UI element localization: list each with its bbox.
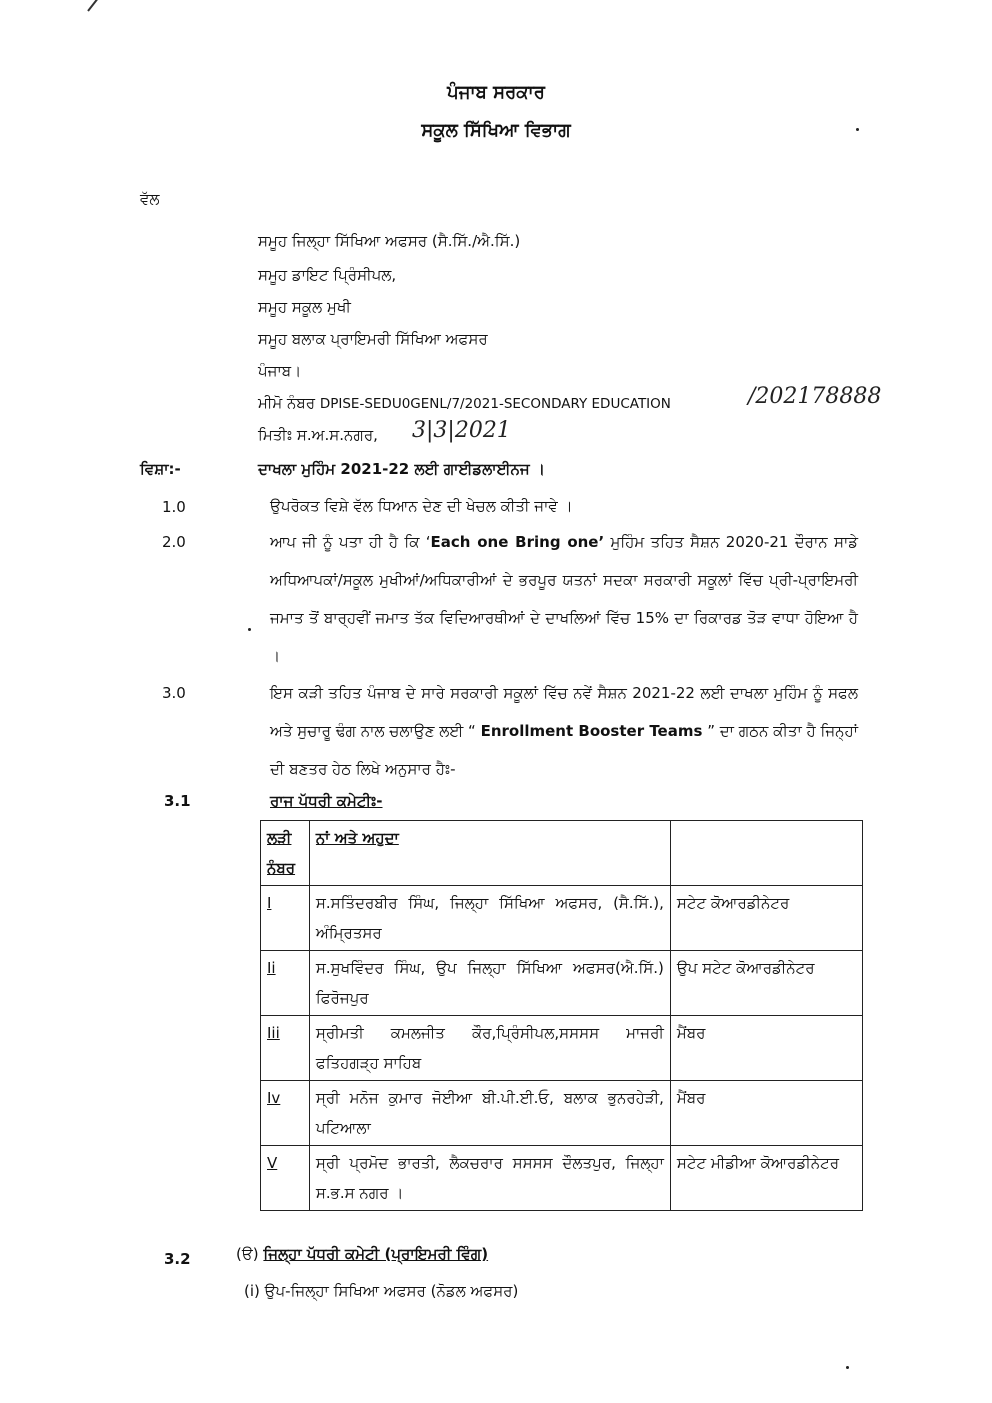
memo-label: ਮੀਮੋ ਨੰਬਰ — [258, 394, 316, 412]
section-prefix: (ੳ) — [236, 1245, 259, 1263]
state-committee-table — [260, 820, 863, 1211]
memo-line — [258, 394, 671, 412]
serial-cell: Iv — [261, 1081, 310, 1146]
table-row — [261, 1016, 863, 1081]
list-item: (i) ਉਪ-ਜਿਲ੍ਹਾ ਸਿਖਿਆ ਅਫਸਰ (ਨੋਡਲ ਅਫਸਰ) — [244, 1282, 519, 1300]
paragraph-3: ਇਸ ਕੜੀ ਤਹਿਤ ਪੰਜਾਬ ਦੇ ਸਾਰੇ ਸਰਕਾਰੀ ਸਕੂਲਾਂ ਵਿੱਚ ਨਵੇਂ ਸੈਸ਼ਨ 2021-22 ਲਈ ਦਾਖਲਾ ਮੁਹਿੰਮ ਨੂੰ ਸਫਲ ਅਤੇ ਸੁਚਾਰੂ ਢੰਗ ਨਾਲ ਚਲਾਉਣ ਲਈ “ Enrollment Booster Teams ” ਦਾ ਗਠਨ ਕੀਤਾ ਹੈ ਜਿਨ੍ਹਾਂ ਦੀ ਬਣਤਰ ਹੇਠ ਲਿਖੇ ਅਨੁਸਾਰ ਹੈਃ- — [270, 684, 858, 778]
pen-scratch-mark — [87, 0, 113, 12]
government-title: ਪੰਜਾਬ ਸਰਕਾਰ — [447, 82, 545, 103]
handwritten-date: 3|3|2021 — [412, 418, 511, 443]
header-cell-name: ਨਾਂ ਅਤੇ ਅਹੁਦਾ — [309, 821, 670, 886]
name-cell: ਸ.ਸੁਖਵਿੰਦਰ ਸਿੰਘ, ਉਪ ਜਿਲ੍ਹਾ ਸਿੱਖਿਆ ਅਫਸਰ(ਐ.ਸਿੱ.) ਫਿਰੋਜਪੁਰ — [309, 951, 670, 1016]
section-number: 3.1 — [164, 792, 191, 810]
recipient-line: ਸਮੂਹ ਸਕੂਲ ਮੁਖੀ — [258, 298, 351, 316]
stray-dot — [248, 628, 251, 631]
to-label: ਵੱਲ — [140, 190, 160, 208]
role-cell: ਉਪ ਸਟੇਟ ਕੋਆਰਡੀਨੇਟਰ — [670, 951, 862, 1016]
serial-cell: V — [261, 1146, 310, 1211]
recipient-line: ਸਮੂਹ ਬਲਾਕ ਪ੍ਰਾਇਮਰੀ ਸਿੱਖਿਆ ਅਫਸਰ — [258, 330, 488, 348]
paragraph-number: 1.0 — [162, 498, 186, 516]
subject-text: ਦਾਖਲਾ ਮੁਹਿੰਮ 2021-22 ਲਈ ਗਾਈਡਲਾਈਨਜ । — [258, 460, 545, 478]
handwritten-memo-number: /202178888 — [748, 384, 882, 409]
bold-phrase: Each one Bring one’ — [430, 533, 605, 551]
serial-cell: Iii — [261, 1016, 310, 1081]
subject-label: ਵਿਸ਼ਾ:- — [140, 460, 181, 478]
table-header-row — [261, 821, 863, 886]
header-cell-serial: ਲੜੀ ਨੰਬਰ — [261, 821, 310, 886]
table-row — [261, 1146, 863, 1211]
section-title: ਰਾਜ ਪੱਧਰੀ ਕਮੇਟੀਃ- — [270, 792, 383, 810]
memo-number: DPISE-SEDU0GENL/7/2021-SECONDARY EDUCATION — [319, 396, 671, 412]
table-row — [261, 886, 863, 951]
recipient-line: ਪੰਜਾਬ। — [258, 362, 302, 380]
bold-phrase: Enrollment Booster Teams — [480, 722, 703, 740]
paragraph-2: ਆਪ ਜੀ ਨੂੰ ਪਤਾ ਹੀ ਹੈ ਕਿ ‘Each one Bring one’ ਮੁਹਿੰਮ ਤਹਿਤ ਸੈਸ਼ਨ 2020-21 ਦੌਰਾਨ ਸਾਡੇ ਅਧਿਆਪਕਾਂ/ਸਕੂਲ ਮੁਖੀਆਂ/ਅਧਿਕਾਰੀਆਂ ਦੇ ਭਰਪੂਰ ਯਤਨਾਂ ਸਦਕਾ ਸਰਕਾਰੀ ਸਕੂਲਾਂ ਵਿੱਚ ਪ੍ਰੀ-ਪ੍ਰਾਇਮਰੀ ਜਮਾਤ ਤੋਂ ਬਾਰ੍ਹਵੀਂ ਜਮਾਤ ਤੱਕ ਵਿਦਿਆਰਥੀਆਂ ਦੇ ਦਾਖਲਿਆਂ ਵਿੱਚ 15% ਦਾ ਰਿਕਾਰਡ ਤੋੜ ਵਾਧਾ ਹੋਇਆ ਹੈ । — [270, 533, 858, 665]
name-cell: ਸ.ਸਤਿੰਦਰਬੀਰ ਸਿੰਘ, ਜਿਲ੍ਹਾ ਸਿੱਖਿਆ ਅਫਸਰ, (ਸੈ.ਸਿੱ.), ਅੰਮ੍ਰਿਤਸਰ — [309, 886, 670, 951]
paragraph-number: 2.0 — [162, 533, 186, 551]
serial-cell: Ii — [261, 951, 310, 1016]
role-cell: ਮੈਂਬਰ — [670, 1081, 862, 1146]
stray-dot — [846, 1366, 849, 1369]
role-cell: ਸਟੇਟ ਮੀਡੀਆ ਕੋਆਰਡੀਨੇਟਰ — [670, 1146, 862, 1211]
paragraph-number: 3.0 — [162, 684, 186, 702]
department-title: ਸਕੂਲ ਸਿੱਖਿਆ ਵਿਭਾਗ — [421, 120, 571, 141]
header-cell-role — [670, 821, 862, 886]
name-cell: ਸ੍ਰੀ ਪ੍ਰਮੋਦ ਭਾਰਤੀ, ਲੈਕਚਰਾਰ ਸਸਸਸ ਦੌਲਤਪੁਰ, ਜਿਲ੍ਹਾ ਸ.ਭ.ਸ ਨਗਰ । — [309, 1146, 670, 1211]
name-cell: ਸ੍ਰੀ ਮਨੋਜ ਕੁਮਾਰ ਜੋਈਆ ਬੀ.ਪੀ.ਈ.ਓ, ਬਲਾਕ ਭੁਨਰਹੇੜੀ, ਪਟਿਆਲਾ — [309, 1081, 670, 1146]
date-label: ਮਿਤੀਃ ਸ.ਅ.ਸ.ਨਗਰ, — [258, 426, 378, 444]
section-heading — [236, 1245, 488, 1263]
section-number: 3.2 — [164, 1250, 191, 1268]
role-cell: ਸਟੇਟ ਕੋਆਰਡੀਨੇਟਰ — [670, 886, 862, 951]
name-cell: ਸ੍ਰੀਮਤੀ ਕਮਲਜੀਤ ਕੌਰ,ਪ੍ਰਿੰਸੀਪਲ,ਸਸਸਸ ਮਾਜਰੀ ਫਤਿਹਗੜ੍ਹ ਸਾਹਿਬ — [309, 1016, 670, 1081]
recipient-line: ਸਮੂਹ ਡਾਇਟ ਪ੍ਰਿੰਸੀਪਲ, — [258, 266, 397, 284]
role-cell: ਮੈਂਬਰ — [670, 1016, 862, 1081]
table-row — [261, 951, 863, 1016]
recipient-line: ਸਮੂਹ ਜਿਲ੍ਹਾ ਸਿੱਖਿਆ ਅਫਸਰ (ਸੈ.ਸਿੱ./ਐ.ਸਿੱ.) — [258, 232, 521, 250]
table-row — [261, 1081, 863, 1146]
serial-cell: I — [261, 886, 310, 951]
section-title: ਜਿਲ੍ਹਾ ਪੱਧਰੀ ਕਮੇਟੀ (ਪ੍ਰਾਇਮਰੀ ਵਿੰਗ) — [263, 1245, 489, 1263]
paragraph-1: ਉਪਰੋਕਤ ਵਿਸ਼ੇ ਵੱਲ ਧਿਆਨ ਦੇਣ ਦੀ ਖੇਚਲ ਕੀਤੀ ਜਾਵੇ । — [270, 497, 573, 515]
